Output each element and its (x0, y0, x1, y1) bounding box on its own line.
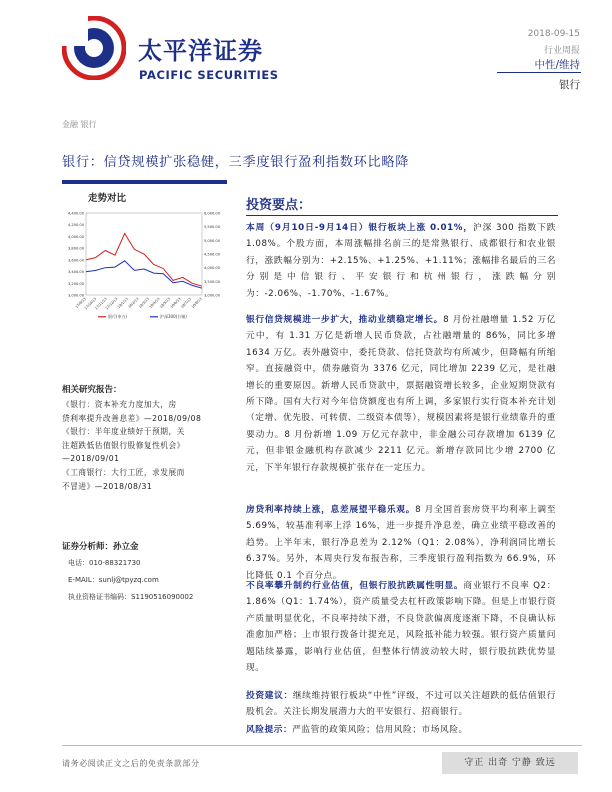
y2-tick-label: 5,500.00 (204, 225, 221, 230)
x-tick-label: 18/4/13 (148, 296, 161, 309)
paragraph-credit-expansion (246, 312, 556, 476)
para-body: 商业银行不良率 Q2：1.86%（Q1：1.74%），资产质量受去杠杆政策影响下降。但是上市银行资产质量明显优化，不良率持续下滑，不良贷款偏离度逐渐下降，不良确认标准愈加严格；上市银行拨备计提充足，风险抵补能力较强。银行资产质量问题陆续暴露，影响行业估值，但整体行情波动较大时，银行股抗跌优势显现。 (246, 581, 556, 674)
risk-text: 严监管的政策风险；信用风险；市场风险。 (292, 725, 468, 735)
y-tick-label: 3,600.00 (67, 258, 84, 263)
header-divider (497, 72, 581, 73)
trend-chart (62, 205, 227, 325)
x-tick-label: 17/9/13 (74, 296, 87, 309)
y-tick-label: 3,200.00 (67, 281, 84, 286)
analyst-license: 执业资格证书编码：S1190516090002 (68, 593, 194, 601)
y2-tick-label: 3,500.00 (204, 279, 221, 284)
page-title: 银行：信贷规模扩张稳健，三季度银行盈利指数环比略降 (62, 155, 410, 170)
para-body: 8 月份社融增量 1.52 万亿元中，有 1.31 万亿是新增人民币贷款，占社融增量的 86%，同比多增 1634 万亿。表外融资中，委托贷款、信托贷款均有所减少，但降幅有所缩窄。直接融资中，债券融资为 3376 亿元，同比增加 2239 亿元，是社融增长的重要原因。新增人民币贷款中，票据融资增长较多，企业短期贷款有所下降。国有大行对今年信贷额度也有所上调，多家银行实行资本补充计划（定增、优先股、可转债、二级资本债等），规模因素将是银行业绩靠升的重要动力。8 月份新增 1.09 万亿元存款中，非金融公司存款增加 6139 亿元，但非银金融机构存款减少 2211 亿元。新增存款同比少增 2700 亿元，下半年银行存款规模扩张存在一定压力。 (246, 315, 556, 473)
related-heading: 相关研究报告： (62, 385, 122, 395)
suggestion-label: 投资建议： (246, 691, 293, 701)
y-tick-label: 3,400.00 (67, 270, 84, 275)
related-line[interactable]: —2018/09/01 (62, 454, 120, 464)
report-date: 2018-09-15 (527, 29, 580, 39)
related-line[interactable]: 《银行：半年度业绩好于预期，关 (62, 427, 185, 437)
x-tick-label: 18/5/13 (158, 296, 172, 309)
risk-warning (246, 722, 556, 738)
x-tick-label: 17/11/13 (94, 296, 108, 311)
related-line[interactable]: 不冒进》—2018/08/31 (62, 481, 153, 491)
suggestion-text: 继续维持银行板块“中性”评级，不过可以关注超跌的低估值银行股机会。关注长期发展潜力大的平安银行、招商银行。 (246, 691, 557, 718)
y-tick-label: 4,200.00 (67, 223, 84, 228)
x-tick-label: 17/10/13 (83, 296, 98, 311)
company-name-en: PACIFIC SECURITIES (139, 68, 279, 82)
paragraph-npl-ratio (246, 578, 556, 676)
related-list (62, 398, 230, 493)
y-tick-label: 4,400.00 (67, 211, 84, 216)
para-lead: 房贷利率持续上涨，息差展望平稳乐观。 (246, 505, 416, 515)
pacific-securities-logo-icon (62, 16, 126, 80)
company-name-cn: 太平洋证券 (138, 37, 263, 65)
related-line[interactable]: 《工商银行：大行工匠，求发展而 (62, 467, 185, 477)
para-lead: 本周（9月10日-9月14日）银行板块上涨 0.01%， (246, 223, 473, 233)
y2-tick-label: 3,000.00 (204, 293, 221, 298)
analyst-phone: 电话：010-88321730 (68, 559, 141, 567)
rating: 中性/维持 (534, 59, 580, 71)
key-points-title: 投资要点： (246, 198, 312, 213)
paragraph-mortgage-rates (246, 502, 556, 584)
trend-title: 走势对比 (88, 193, 127, 204)
x-tick-label: 18/8/13 (190, 296, 203, 309)
y-tick-label: 3,000.00 (67, 293, 84, 298)
y2-tick-label: 4,500.00 (204, 252, 221, 257)
x-tick-label: 18/6/13 (169, 296, 182, 309)
disclaimer-note: 请务必阅读正文之后的免责条款部分 (62, 759, 200, 768)
report-type: 行业周报 (543, 46, 580, 56)
y2-tick-label: 4,000.00 (204, 266, 221, 271)
footer-divider (62, 745, 582, 746)
series-line-0 (86, 234, 202, 287)
risk-label: 风险提示： (246, 725, 293, 735)
y2-tick-label: 5,000.00 (204, 238, 221, 243)
paragraph-weekly-performance (246, 220, 556, 302)
x-tick-label: 18/2/13 (127, 296, 140, 309)
industry: 银行 (559, 79, 580, 91)
left-column-bar (62, 180, 227, 184)
legend-label: 银行(申万) (108, 314, 128, 319)
legend-label: 沪深300(右轴) (160, 314, 187, 319)
para-lead: 银行信贷规模进一步扩大，推动业绩稳定增长。 (246, 315, 444, 325)
x-tick-label: 18/3/13 (137, 296, 150, 309)
analyst-heading: 证券分析师：孙立金 (62, 542, 139, 552)
y2-tick-label: 6,000.00 (204, 211, 221, 216)
x-tick-label: 17/12/13 (104, 296, 119, 311)
x-tick-label: 18/7/13 (180, 296, 193, 309)
breadcrumb: 金融 银行 (62, 120, 97, 129)
para-body: 8 月全国首套房贷平均利率上调至 5.69%，较基准利率上浮 16%，进一步提升净息差，确立业绩平稳改善的趋势。上半年末，银行净息差为 2.12%（Q1：2.08%），净利润同比增长 6.37%。另外，本周央行发布报告称，三季度银行盈利指数为 66.9%，环比降低 0.1 个百分点。 (246, 505, 556, 581)
related-line[interactable]: 《银行：资本补充力度加大，房 (62, 400, 177, 409)
series-line-1 (86, 261, 202, 288)
related-line[interactable]: 贷利率提升改善息差》—2018/09/08 (62, 413, 202, 423)
related-line[interactable]: 注超跌低估值银行股修复性机会》 (62, 440, 185, 450)
x-tick-label: 18/1/13 (116, 296, 129, 309)
investment-suggestion (246, 688, 556, 721)
footer-slogan: 守正 出奇 宁静 致远 (442, 752, 578, 774)
key-points-divider (246, 215, 558, 216)
para-body: 沪深 300 指数下跌 1.08%。个股方面，本周涨幅排名前三的是常熟银行、成都银行和农业银行，涨跌幅分别为：+2.15%、+1.25%、+1.11%；涨幅排名最后的三名分别是中信银行、平安银行和杭州银行，涨跌幅分别为：-2.06%、-1.70%、-1.67%。 (246, 223, 557, 299)
para-lead: 不良率攀升制约行业估值，但银行股抗跌属性明显。 (246, 581, 464, 591)
y-tick-label: 3,800.00 (67, 246, 84, 251)
y-tick-label: 4,000.00 (67, 234, 84, 239)
analyst-email[interactable]: E-MAIL：sunlj@tpyzq.com (68, 576, 159, 584)
